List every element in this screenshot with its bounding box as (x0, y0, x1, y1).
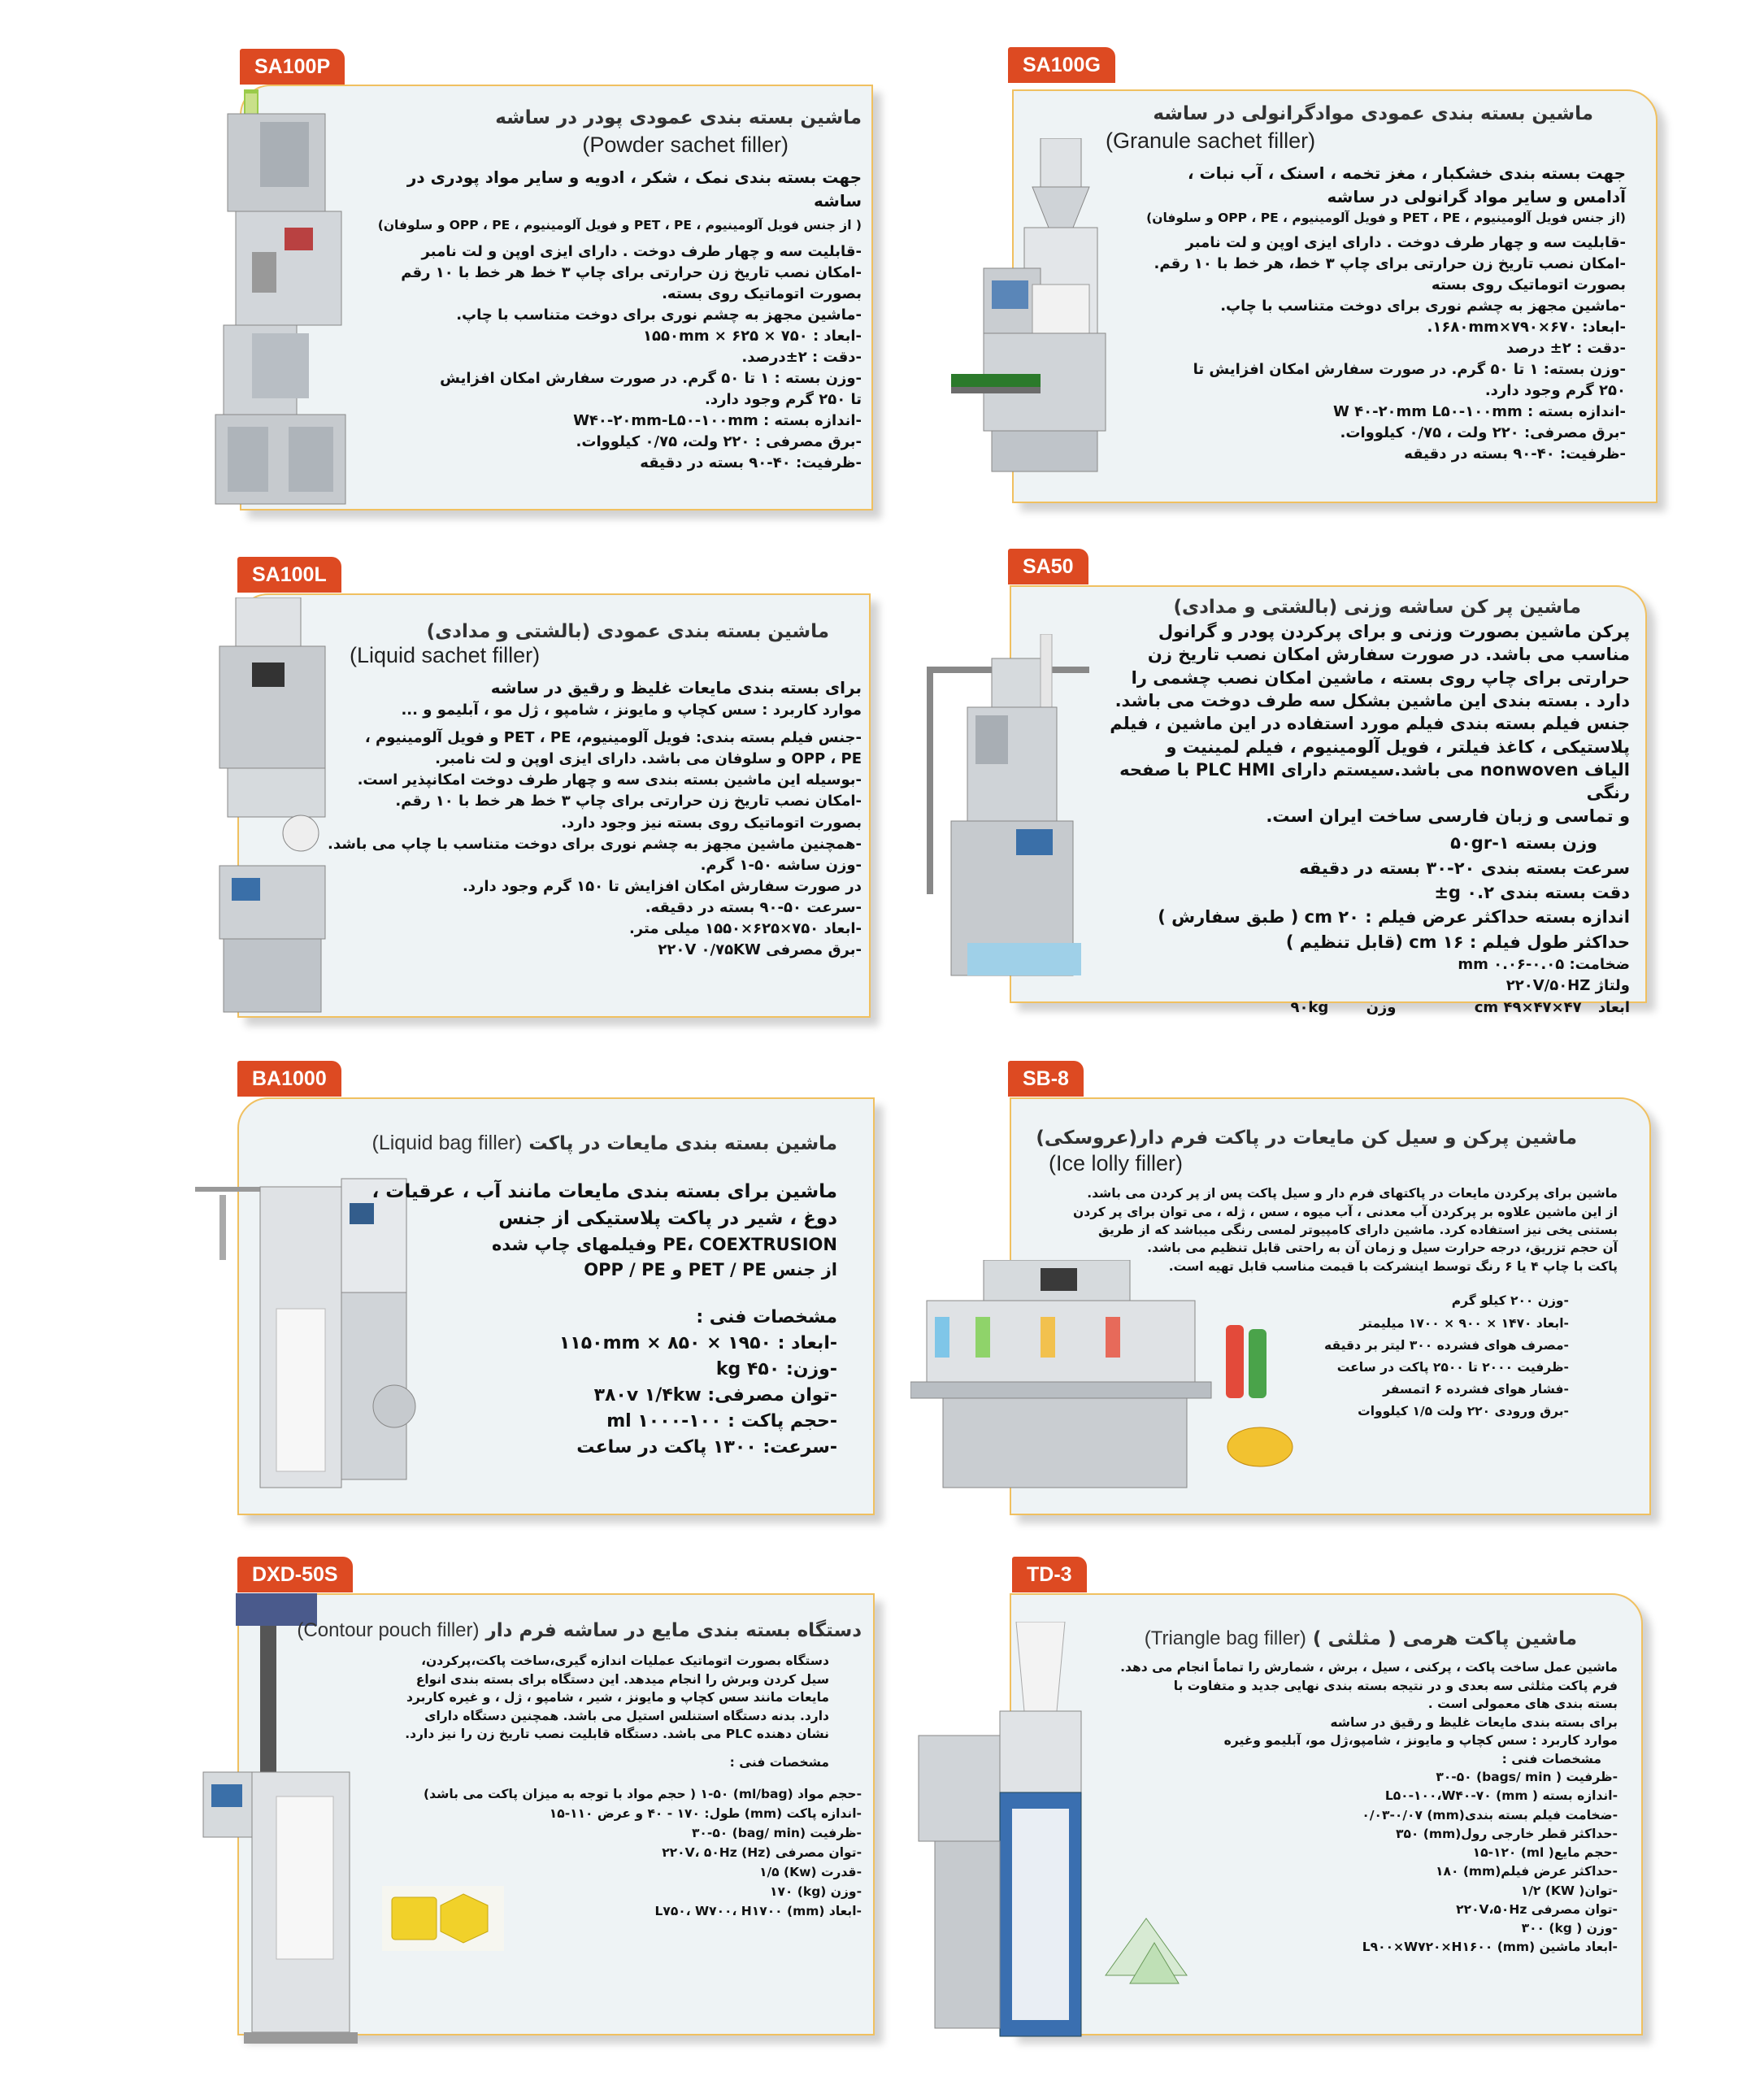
spec-line: -توان مصرفی: ۳۸۰v ۱/۴kw (593, 1384, 837, 1405)
card-description-line: پلاستیکی ، کاغذ فیلتر ، فویل آلومینیوم ، فیلم لمینیت و (1166, 736, 1630, 757)
spec-line: در صورت سفارش امکان افزایش تا ۱۵۰ گرم وجود دارد. (462, 877, 862, 895)
product-card-sa100p (211, 0, 878, 520)
product-card-ba1000 (179, 1049, 886, 1528)
spec-line: -ماشین مجهز به چشم نوری برای دوخت متناسب با چاپ. (1220, 297, 1626, 315)
machine-image (203, 597, 350, 1036)
spec-line: -ظرفیت ۲۰۰۰ تا ۲۵۰۰ پاکت در ساعت (1336, 1359, 1569, 1375)
spec-line: -اندازه بسته ( mm) L۵۰-۱۰۰،W۴۰-۷۰ (1384, 1788, 1618, 1804)
card-description-line: حرارتی برای چاپ روی بسته ، ماشین امکان نصب چشمی را (1131, 667, 1630, 688)
spec-line: -فشار هوای فشرده ۶ اتمسفر (1383, 1381, 1569, 1397)
spec-line: -ابعاد: ۶۷۰×۷۹۰×۱۶۸۰mm. (1427, 318, 1626, 336)
spec-line: -ظرفیت (bag/ min) ۳۰-۵۰ (691, 1826, 862, 1841)
spec-line: تا ۲۵۰ گرم وجود دارد. (705, 391, 862, 409)
spec-line: ولتاژ ۲۲۰V/۵۰HZ (1505, 977, 1630, 995)
spec-line: -توان( KW) ۱/۲ (1520, 1883, 1618, 1898)
spec-line: -ضخامت فیلم بسته بندی(mm) ۰/۰۳-۰/۰۷ (1362, 1807, 1618, 1823)
spec-line: -وزن (kg) ۱۷۰ (770, 1884, 862, 1900)
card-description-line: موارد کاربرد : سس کچاپ و مایونز ، شامپو ، ژل مو ، آبلیمو و ... (401, 702, 862, 719)
card-text (328, 619, 862, 961)
card-text (293, 1618, 862, 1921)
spec-line: -سرعت ۵۰-۹۰ بسته در دقیقه. (645, 898, 862, 916)
card-description-line: PE، COEXTRUSION وفیلمهای چاپ شده (491, 1235, 837, 1255)
card-subtitle: (Powder sachet filler) (582, 133, 789, 158)
model-tag: SB-8 (1008, 1061, 1084, 1097)
card-description-line: (از جنس فویل آلومینیوم ، PET ، PE و فویل آلومینیوم ، OPP ، PE و سلوفان) (1146, 211, 1626, 226)
card-text (317, 1130, 837, 1461)
machine-image (211, 89, 366, 512)
spec-line: -برق مصرفی: ۲۲۰ ولت ، ۰/۷۵ کیلووات. (1340, 424, 1626, 442)
dimension-weight-line (1110, 997, 1630, 1019)
spec-line: -اندازه پاکت (mm) طول: ۱۷۰ - ۴۰ و عرض ۱۱۰-۱۵ (549, 1806, 862, 1822)
spec-line: -ابعاد ۷۵۰×۶۲۵×۱۵۵۰ میلی متر. (628, 919, 862, 937)
spec-line: -ظرفیت: ۴۰-۹۰ بسته در دقیقه (1404, 445, 1626, 463)
spec-line: -برق مصرفی ۲۲۰V ۰/۷۵KW (658, 941, 862, 959)
card-text (1049, 1626, 1618, 1957)
product-card-sa100g (927, 0, 1675, 520)
spec-line: -امکان نصب تاریخ زن حرارتی برای چاپ ۳ خط هر خط با ۱۰ رقم. (395, 793, 862, 810)
spec-line: -ابعاد : ۱۹۵۰ × ۸۵۰ × ۱۱۵۰mm (558, 1333, 837, 1354)
spec-line: اندازه بسته حداکثر عرض فیلم : ۲۰ cm ( طبق سفارش ) (1158, 907, 1630, 928)
card-title: ماشین پر کن ساشه وزنی (بالشتی و مدادی) (1173, 597, 1581, 618)
spec-line: -سرعت: ۱۳۰۰ پاکت در ساعت (576, 1436, 837, 1458)
spec-line: -دقت : ۲± درصد (1505, 339, 1626, 357)
spec-line: -وزن بسته: ۱ تا ۵۰ گرم. در صورت سفارش امکان افزایش تا (1193, 361, 1626, 379)
card-description-line: جنس فیلم بسته بندی فیلم مورد استفاده در این ماشین ، فیلم (1110, 714, 1630, 734)
product-card-td3 (902, 1544, 1666, 2048)
model-tag: SA100L (237, 557, 341, 593)
spec-line: -جنس فیلم بسته بندی: فویل آلومینیوم، PET ، PE و فویل آلومینیوم ، (364, 729, 862, 747)
specs-title: مشخصات فنی : (729, 1754, 829, 1770)
spec-line: -مصرف هوای فشرده ۳۰۰ لیتر بر دقیقه (1324, 1337, 1569, 1353)
card-description-line: از این ماشین علاوه بر پرکردن آب معدنی ، آب میوه ، سس ، ژله ، می توان برای پر کردن (1073, 1204, 1618, 1219)
spec-line: بصورت اتوماتیک روی بسته نیز وجود دارد. (561, 814, 862, 832)
spec-line: بصورت اتوماتیک روی بسته (1431, 276, 1626, 293)
model-tag: BA1000 (237, 1061, 341, 1097)
model-tag: TD-3 (1012, 1557, 1087, 1592)
card-subtitle: (Liquid sachet filler) (350, 643, 541, 668)
spec-line: -اندازه بسته : W۴۰-۲۰mm-L۵۰-۱۰۰mm (573, 412, 862, 430)
spec-line: -ابعاد : ۷۵۰ × ۶۲۵ × ۱۵۵۰mm (643, 327, 862, 345)
spec-line: -قدرت (Kw) ۱/۵ (759, 1865, 862, 1880)
spec-line: -توان مصرفی ۲۲۰V،۵۰Hz (1456, 1901, 1618, 1917)
card-text (1110, 595, 1630, 1019)
product-card-sa100l (203, 545, 878, 1032)
spec-line: دقت بسته بندی ۰.۲ g± (1434, 883, 1630, 903)
card-title: ماشین پاکت هرمی ( مثلثی ) (Triangle bag filler) (1144, 1627, 1577, 1649)
spec-line: -دقت : ۲±درصد. (741, 348, 862, 366)
model-tag: SA50 (1008, 549, 1088, 584)
card-description-line: جهت بسته بندی خشکبار ، مغز تخمه ، اسنک ، آب نبات ، (1187, 163, 1626, 184)
spec-line: بصورت اتوماتیک روی بسته. (662, 285, 862, 302)
spec-line: ۲۵۰ گرم وجود دارد. (1484, 382, 1626, 400)
card-description-line: الیاف nonwoven می باشد.سیستم دارای PLC HMI با صفحه رنگی (1119, 760, 1630, 803)
card-subtitle: (Ice lolly filler) (1049, 1151, 1184, 1176)
spec-line: -ابعاد ماشین (mm) L۹۰۰×W۷۲۰×H۱۶۰۰ (1362, 1940, 1618, 1955)
card-description-line: آن حجم تزریق، درجه حرارت سیل و زمان آن به راحتی قابل تنظیم می باشد. (1147, 1240, 1618, 1256)
spec-line: -وزن ۲۰۰ کیلو گرم (1451, 1293, 1569, 1309)
card-title: ماشین بسته بندی عمودی (بالشتی و مدادی) (426, 621, 829, 642)
card-subtitle: (Granule sachet filler) (1106, 128, 1316, 154)
card-description-line: سیل کردن وبرش را انجام میدهد. این دستگاه برای بسته بندی انواع (415, 1671, 829, 1687)
spec-line: -ابعاد (mm) L۷۵۰، W۷۰۰، H۱۷۰۰ (654, 1904, 862, 1919)
spec-line: -ابعاد ۱۴۷۰ × ۹۰۰ × ۱۷۰۰ میلیمتر (1359, 1315, 1569, 1331)
card-description-line: ماشین برای بسته بندی مایعات مانند آب ، عرقیات ، (371, 1180, 837, 1202)
model-tag: SA100P (240, 49, 345, 85)
card-description-line: دارد . بسته بندی این ماشین بشکل سه طرف دوخت می باشد. (1114, 691, 1630, 711)
spec-line: -قابلیت سه و چهار طرف دوخت . دارای ایزی اوپن و لت نامبر (1185, 233, 1626, 251)
spec-line: -قابلیت سه و چهار طرف دوخت . دارای ایزی اوپن و لت نامبر (421, 242, 862, 260)
card-description-line: ماشین عمل ساخت پاکت ، پرکنی ، سیل ، برش ، شمارش را تماماً انجام می دهد. (1120, 1660, 1618, 1675)
spec-line: ضخامت: ۰.۰۵-۰.۰۶ mm (1458, 956, 1630, 974)
spec-line: -توان مصرفی (Hz) ۲۲۰V، ۵۰Hz (662, 1845, 862, 1861)
product-card-sb8 (910, 1049, 1666, 1528)
card-description-line: پاکت با چاپ ۴ یا ۶ رنگ توسط اینشرکت با قیمت مناسب قابل تهیه است. (1168, 1258, 1618, 1274)
card-subtitle: (Liquid bag filler) (371, 1132, 523, 1154)
model-tag: DXD-50S (237, 1557, 353, 1592)
spec-line: -وزن ساشه ۵۰-۱ گرم. (700, 856, 862, 874)
spec-line: -حجم مایع( ml) ۱۵-۱۲۰ (1472, 1845, 1618, 1861)
spec-line: -اندازه بسته : W ۴۰-۲۰mm L۵۰-۱۰۰mm (1333, 403, 1626, 421)
spec-line: -امکان نصب تاریخ زن حرارتی برای چاپ ۳ خط، هر خط با ۱۰ رقم. (1154, 254, 1626, 272)
card-description-line: ( از جنس فویل آلومینیوم ، PET ، PE و فویل آلومینیوم ، OPP ، PE و سلوفان) (377, 218, 862, 233)
machine-image (951, 138, 1130, 480)
card-description-line: از جنس PET / PE و OPP / PE (584, 1259, 837, 1279)
card-description-line: برای بسته بندی مایعات غلیظ و رقیق در ساشه (1330, 1714, 1618, 1730)
dims-value: ۴۷×۴۷×۴۹ cm (1474, 998, 1582, 1016)
specs-title: مشخصات فنی : (696, 1307, 837, 1328)
card-description-line: و تماسی و زبان فارسی ساخت ایران است. (1266, 806, 1630, 826)
card-description-line: آدامس و سایر مواد گرانولی در ساشه (1327, 187, 1626, 207)
weight-value: ۹۰kg (1290, 998, 1329, 1016)
dims-label: ابعاد (1597, 998, 1630, 1016)
spec-line: -وزن بسته : ۱ تا ۵۰ گرم. در صورت سفارش امکان افزایش (440, 370, 862, 388)
card-description-line: مناسب می باشد. در صورت سفارش امکان نصب تاریخ زن (1147, 645, 1630, 665)
card-description-line: دستگاه بصورت اتوماتیک عملیات اندازه گیری،ساخت پاکت،پرکردن، (421, 1653, 829, 1669)
product-card-sa50 (919, 537, 1658, 1024)
spec-line: -همچنین ماشین مجهز به چشم نوری برای دوخت متناسب با چاپ می باشد. (328, 835, 862, 853)
spec-line: حداکثر طول فیلم : ۱۶ cm (قابل تنظیم ) (1285, 932, 1630, 952)
spec-line: -امکان نصب تاریخ زن حرارتی برای چاپ ۳ خط هر خط با ۱۰ رقم (401, 263, 862, 281)
spec-line: -ماشین مجهز به چشم نوری برای دوخت متناسب با چاپ. (456, 306, 862, 324)
weight-label: وزن (1366, 998, 1397, 1016)
card-title: ماشین بسته بندی مایعات در پاکت (Liquid bag filler) (371, 1132, 837, 1154)
card-description-line: ماشین برای پرکردن مایعات در پاکتهای فرم دار و سیل پاکت پس از پر کردن می باشد. (1087, 1186, 1618, 1201)
card-description-line: پرکن ماشین بصورت وزنی و برای پرکردن پودر و گرانول (1158, 622, 1630, 642)
card-text (1106, 102, 1626, 466)
specs-title: مشخصات فنی : (1501, 1751, 1601, 1766)
spec-line: سرعت بسته بندی ۲۰-۳۰ بسته در دقیقه (1299, 858, 1630, 878)
spec-line: -ظرفیت ( bags/ min) ۳۰-۵۰ (1436, 1770, 1618, 1785)
card-description-line: برای بسته بندی مایعات غلیظ و رقیق در ساشه (490, 678, 862, 698)
card-title: ماشین بسته بندی عمودی پودر در ساشه (495, 107, 862, 128)
spec-line: -بوسیله این ماشین بسته بندی سه و چهار طرف دوخت امکانپذیر است. (357, 771, 862, 789)
card-subtitle: (Contour pouch filler) (297, 1619, 480, 1641)
spec-line: -حداکثر عرض فیلم(mm) ۱۸۰ (1436, 1864, 1618, 1879)
card-description-line: دارد. بدنه دستگاه استنلس استیل می باشد. همچنین دستگاه دارای (424, 1708, 829, 1723)
card-title: ماشین پرکن و سیل کن مایعات در پاکت فرم دار(عروسکی) (1036, 1127, 1577, 1149)
card-description-line: بستنی یخی نیز استفاده کرد. ماشین دارای کامپیوتر لمسی رنگی میباشد که از طریق (1098, 1222, 1618, 1237)
spec-line: -حداکثر قطر خارجی رول(mm) ۳۵۰ (1396, 1826, 1618, 1841)
spec-line: وزن بسته ۱-۵۰gr (1450, 833, 1597, 854)
card-description-line: بسته بندی های معمولی است . (1427, 1697, 1618, 1712)
spec-line: -حجم مواد (ml/bag) ۱-۵۰ ( حجم مواد با توجه به میزان پاکت می باشد) (424, 1787, 862, 1802)
card-title: دستگاه بسته بندی مایع در ساشه فرم دار (Contour pouch filler) (297, 1619, 862, 1641)
card-text (374, 106, 862, 475)
card-description-line: دوغ ، شیر در پاکت پلاستیکی از جنس (498, 1208, 837, 1230)
spec-line: -برق ورودی ۲۲۰ ولت ۱/۵ کیلووات (1358, 1404, 1569, 1419)
card-description-line: موارد کاربرد : سس کچاپ و مایونز ، شامپو،ژل مو، آبلیمو وغیره (1223, 1733, 1618, 1749)
spec-line: -برق مصرفی : ۲۲۰ ولت، ۰/۷۵ کیلووات. (576, 433, 862, 451)
spec-line: -ظرفیت: ۴۰-۹۰ بسته در دقیقه (640, 454, 862, 472)
card-text (1032, 1126, 1618, 1423)
product-card-dxd50s (171, 1544, 886, 2048)
card-subtitle: (Triangle bag filler) (1144, 1627, 1306, 1649)
spec-line: -وزن: ۴۵۰ kg (715, 1359, 837, 1380)
card-description-line: نشان دهنده PLC می باشد. دستگاه قابلیت نصب تاریخ زن را نیز دارد. (405, 1727, 829, 1742)
machine-image (919, 634, 1114, 1000)
card-description-line: مایعات مانند سس کچاپ و مایونز ، شیر ، شامپو ، ژل ، و غیره کاربرد (406, 1690, 829, 1705)
model-tag: SA100G (1008, 47, 1115, 83)
spec-line: -حجم پاکت : ۱۰۰-۱۰۰۰ ml (606, 1410, 837, 1432)
spec-line: OPP ، PE و سلوفان می باشد. دارای ایزی اوپن و لت نامبر. (435, 750, 862, 768)
card-description: جهت بسته بندی نمک ، شکر ، ادویه و سایر مواد پودری در ساشه (406, 167, 862, 211)
spec-line: -وزن ( kg) ۳۰۰ (1521, 1921, 1618, 1936)
card-title: ماشین بسته بندی عمودی موادگرانولی در ساشه (1153, 103, 1593, 124)
card-description-line: فرم پاکت مثلثی سه بعدی و در نتیجه بسته بندی نهایی جدید و متفاوت با (1173, 1678, 1618, 1693)
